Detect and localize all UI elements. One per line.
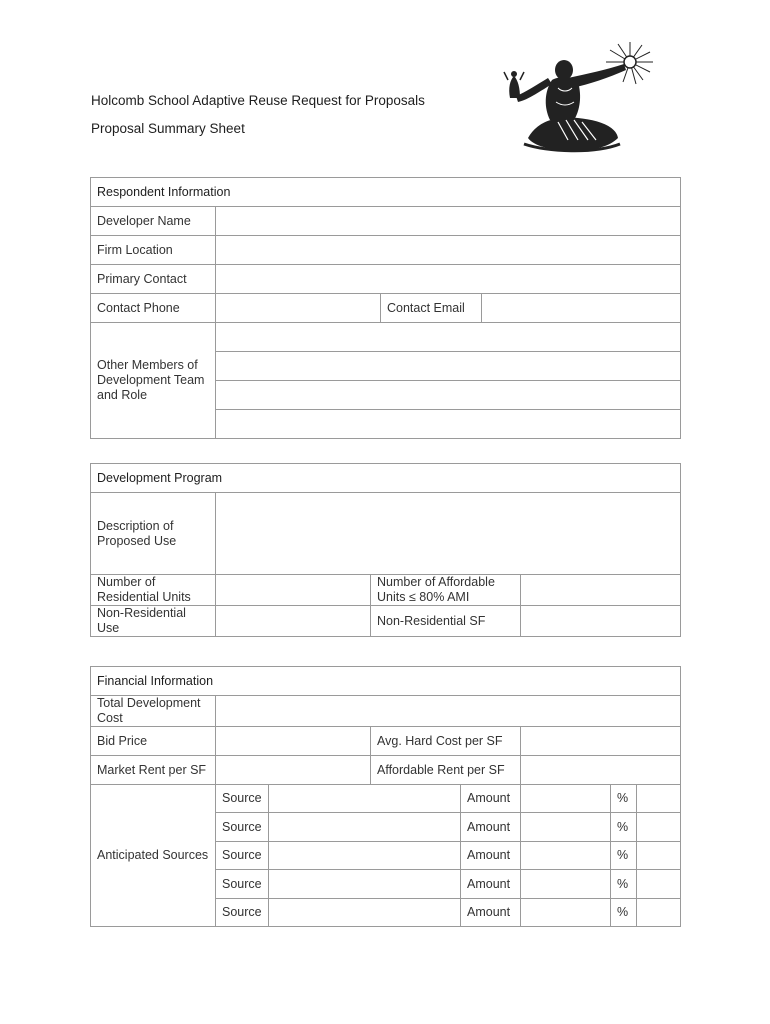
percent-field[interactable] [637,785,681,813]
amount-field[interactable] [521,785,611,813]
source-row [91,785,681,813]
percent-label: % [611,785,637,813]
other-member-field[interactable] [216,352,681,381]
affordable-rent-label: Affordable Rent per SF [371,756,521,785]
non-residential-sf-field[interactable] [521,606,681,637]
amount-field[interactable] [521,899,611,927]
percent-field[interactable] [637,870,681,899]
firm-location-label: Firm Location [91,236,216,265]
spirit-of-detroit-statue-logo [498,40,654,156]
respondent-information-heading: Respondent Information [91,178,681,207]
percent-label: % [611,870,637,899]
other-member-field[interactable] [216,381,681,410]
page-title: Holcomb School Adaptive Reuse Request for Proposals [91,93,425,108]
affordable-units-field[interactable] [521,575,681,606]
source-field[interactable] [269,813,461,842]
source-field[interactable] [269,870,461,899]
amount-label: Amount [461,899,521,927]
contact-phone-label: Contact Phone [91,294,216,323]
contact-email-label: Contact Email [381,294,482,323]
source-label: Source [216,842,269,870]
affordable-rent-field[interactable] [521,756,681,785]
contact-email-field[interactable] [482,294,681,323]
financial-information-heading: Financial Information [91,667,681,696]
primary-contact-label: Primary Contact [91,265,216,294]
amount-label: Amount [461,842,521,870]
source-label: Source [216,899,269,927]
firm-location-field[interactable] [216,236,681,265]
percent-label: % [611,899,637,927]
amount-field[interactable] [521,870,611,899]
source-field[interactable] [269,899,461,927]
percent-label: % [611,813,637,842]
bid-price-label: Bid Price [91,727,216,756]
primary-contact-field[interactable] [216,265,681,294]
page-subtitle: Proposal Summary Sheet [91,121,245,136]
residential-units-label: Number of Residential Units [91,575,216,606]
bid-price-field[interactable] [216,727,371,756]
market-rent-label: Market Rent per SF [91,756,216,785]
total-cost-label: Total Development Cost [91,696,216,727]
market-rent-field[interactable] [216,756,371,785]
other-member-field[interactable] [216,410,681,439]
percent-label: % [611,842,637,870]
contact-phone-field[interactable] [216,294,381,323]
percent-field[interactable] [637,842,681,870]
hard-cost-label: Avg. Hard Cost per SF [371,727,521,756]
amount-label: Amount [461,785,521,813]
source-label: Source [216,870,269,899]
development-program-heading: Development Program [91,464,681,493]
amount-label: Amount [461,813,521,842]
amount-field[interactable] [521,842,611,870]
developer-name-field[interactable] [216,207,681,236]
development-program-table [90,463,681,637]
source-label: Source [216,813,269,842]
source-field[interactable] [269,785,461,813]
residential-units-field[interactable] [216,575,371,606]
non-residential-use-label: Non-Residential Use [91,606,216,637]
percent-field[interactable] [637,899,681,927]
other-members-label: Other Members of Development Team and Role [91,323,216,439]
financial-information-table [90,666,681,927]
description-label: Description of Proposed Use [91,493,216,575]
non-residential-sf-label: Non-Residential SF [371,606,521,637]
hard-cost-field[interactable] [521,727,681,756]
description-field[interactable] [216,493,681,575]
affordable-units-label: Number of Affordable Units ≤ 80% AMI [371,575,521,606]
percent-field[interactable] [637,813,681,842]
amount-field[interactable] [521,813,611,842]
developer-name-label: Developer Name [91,207,216,236]
respondent-information-table [90,177,681,439]
total-cost-field[interactable] [216,696,681,727]
other-member-field[interactable] [216,323,681,352]
anticipated-sources-label: Anticipated Sources [91,785,216,927]
amount-label: Amount [461,870,521,899]
non-residential-use-field[interactable] [216,606,371,637]
source-field[interactable] [269,842,461,870]
source-label: Source [216,785,269,813]
